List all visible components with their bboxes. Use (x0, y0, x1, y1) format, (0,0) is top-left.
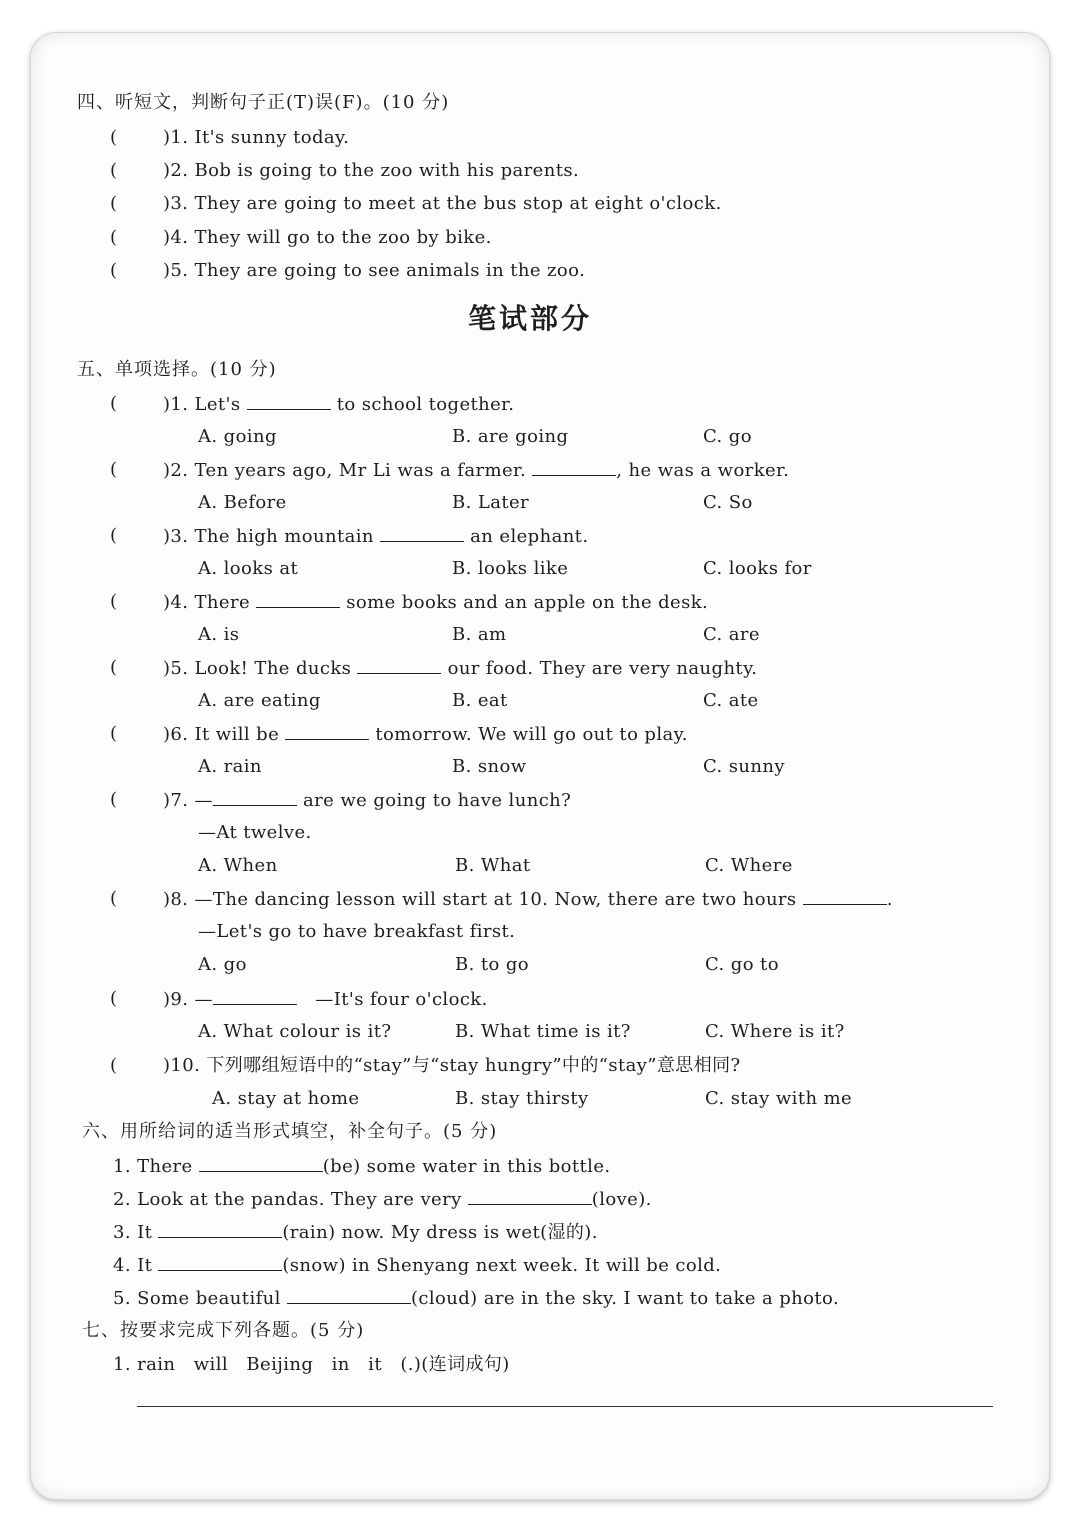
option-b: B. stay thirsty (455, 1088, 589, 1109)
mc-question-6 (163, 723, 688, 746)
tf-question-1: )1. It's sunny today. (163, 127, 350, 148)
option-c: C. stay with me (705, 1088, 853, 1109)
option-a: A. What colour is it? (198, 1021, 392, 1042)
question-text: )7. — (163, 790, 213, 811)
answer-paren: ( (110, 127, 118, 148)
answer-paren: ( (110, 591, 118, 612)
answer-paren: ( (110, 459, 118, 480)
question-text: )4. There (163, 592, 251, 613)
option-c: C. Where is it? (705, 1021, 845, 1042)
option-a: A. go (198, 954, 247, 975)
question-text: tomorrow. We will go out to play. (375, 724, 688, 745)
answer-blank (247, 393, 331, 410)
option-b: B. looks like (452, 558, 569, 579)
question-text: )6. It will be (163, 724, 280, 745)
mc-question-1 (163, 393, 514, 416)
tf-question-2: )2. Bob is going to the zoo with his parents. (163, 160, 580, 181)
answer-paren: ( (110, 525, 118, 546)
mc-question-10: )10. 下列哪组短语中的“stay”与“stay hungry”中的“stay”意思相同? (163, 1055, 741, 1076)
fill-question-1 (113, 1155, 611, 1178)
answer-paren: ( (110, 160, 118, 181)
option-a: A. Before (198, 492, 287, 513)
option-b: B. to go (455, 954, 530, 975)
fill-question-4 (113, 1254, 721, 1277)
answer-paren: ( (110, 193, 118, 214)
answer-paren: ( (110, 260, 118, 281)
question-text: 4. It (113, 1255, 153, 1276)
option-c: C. go (703, 426, 752, 447)
section7-heading: 七、按要求完成下列各题。(5 分) (82, 1320, 365, 1341)
option-a: A. stay at home (212, 1088, 360, 1109)
question-text: )9. — (163, 989, 213, 1010)
question-text: , he was a worker. (616, 460, 790, 481)
option-b: B. am (452, 624, 507, 645)
option-c: C. Where (705, 855, 793, 876)
answer-blank (158, 1254, 282, 1271)
mc-question-5 (163, 657, 757, 680)
answer-blank (380, 525, 464, 542)
mc-question-8 (163, 888, 893, 911)
answer-paren: ( (110, 723, 118, 744)
question-text: 2. Look at the pandas. They are very (113, 1189, 462, 1210)
question-text: )8. —The dancing lesson will start at 10. Now, there are two hours (163, 889, 797, 910)
question-text: —It's four o'clock. (315, 989, 488, 1010)
answer-blank (357, 657, 441, 674)
word-order-question-1: 1. rain will Beijing in it (.)(连词成句) (113, 1354, 510, 1375)
mc-question-2 (163, 459, 789, 482)
fill-question-3 (113, 1221, 598, 1244)
option-a: A. is (198, 624, 240, 645)
answer-blank (256, 591, 340, 608)
option-c: C. looks for (703, 558, 812, 579)
answer-blank (285, 723, 369, 740)
question-text: (love). (591, 1189, 652, 1210)
answer-paren: ( (110, 789, 118, 810)
question-text: our food. They are very naughty. (447, 658, 758, 679)
answer-blank (532, 459, 616, 476)
option-c: C. So (703, 492, 753, 513)
mc-question-7 (163, 789, 571, 812)
question-text: (cloud) are in the sky. I want to take a photo. (410, 1288, 840, 1309)
answer-paren: ( (110, 393, 118, 414)
section4-heading: 四、听短文，判断句子正(T)误(F)。(10 分) (77, 92, 450, 113)
answer-paren: ( (110, 988, 118, 1009)
question-text: )3. The high mountain (163, 526, 374, 547)
dialogue-reply: —At twelve. (198, 822, 312, 843)
option-b: B. eat (452, 690, 508, 711)
mc-question-4 (163, 591, 708, 614)
question-text: (be) some water in this bottle. (322, 1156, 611, 1177)
exam-sheet (30, 32, 1050, 1500)
option-a: A. rain (198, 756, 262, 777)
tf-question-3: )3. They are going to meet at the bus stop at eight o'clock. (163, 193, 722, 214)
question-text: some books and an apple on the desk. (346, 592, 709, 613)
answer-blank (213, 789, 297, 806)
option-a: A. going (198, 426, 277, 447)
option-c: C. ate (703, 690, 759, 711)
answer-blank (287, 1287, 411, 1304)
written-part-title: 笔试部分 (468, 302, 593, 335)
fill-question-2 (113, 1188, 652, 1211)
option-b: B. snow (452, 756, 527, 777)
question-text: (snow) in Shenyang next week. It will be cold. (282, 1255, 722, 1276)
option-b: B. are going (452, 426, 569, 447)
option-c: C. are (703, 624, 760, 645)
tf-question-4: )4. They will go to the zoo by bike. (163, 227, 492, 248)
answer-blank (803, 888, 887, 905)
mc-question-9 (163, 988, 488, 1011)
question-text: . (886, 889, 893, 910)
answer-blank (213, 988, 297, 1005)
question-text: 5. Some beautiful (113, 1288, 281, 1309)
question-text: 1. There (113, 1156, 193, 1177)
answer-blank (158, 1221, 282, 1238)
answer-paren: ( (110, 888, 118, 909)
answer-paren: ( (110, 657, 118, 678)
question-text: 3. It (113, 1222, 153, 1243)
question-text: an elephant. (470, 526, 589, 547)
mc-question-3 (163, 525, 588, 548)
option-b: B. What (455, 855, 531, 876)
option-b: B. Later (452, 492, 530, 513)
question-text: )1. Let's (163, 394, 241, 415)
question-text: )5. Look! The ducks (163, 658, 352, 679)
answer-blank (468, 1188, 592, 1205)
section6-heading: 六、用所给词的适当形式填空，补全句子。(5 分) (82, 1121, 498, 1142)
question-text: are we going to have lunch? (303, 790, 572, 811)
answer-paren: ( (110, 227, 118, 248)
section5-heading: 五、单项选择。(10 分) (77, 359, 277, 380)
fill-question-5 (113, 1287, 839, 1310)
answer-paren: ( (110, 1055, 118, 1076)
question-text: to school together. (336, 394, 515, 415)
option-c: C. sunny (703, 756, 785, 777)
option-c: C. go to (705, 954, 779, 975)
option-a: A. looks at (198, 558, 299, 579)
answer-blank (199, 1155, 323, 1172)
dialogue-reply: —Let's go to have breakfast first. (198, 921, 516, 942)
option-a: A. When (198, 855, 278, 876)
option-b: B. What time is it? (455, 1021, 631, 1042)
answer-line (137, 1406, 993, 1407)
question-text: )2. Ten years ago, Mr Li was a farmer. (163, 460, 527, 481)
question-text: (rain) now. My dress is wet(湿的). (282, 1222, 598, 1243)
option-a: A. are eating (198, 690, 321, 711)
tf-question-5: )5. They are going to see animals in the zoo. (163, 260, 586, 281)
